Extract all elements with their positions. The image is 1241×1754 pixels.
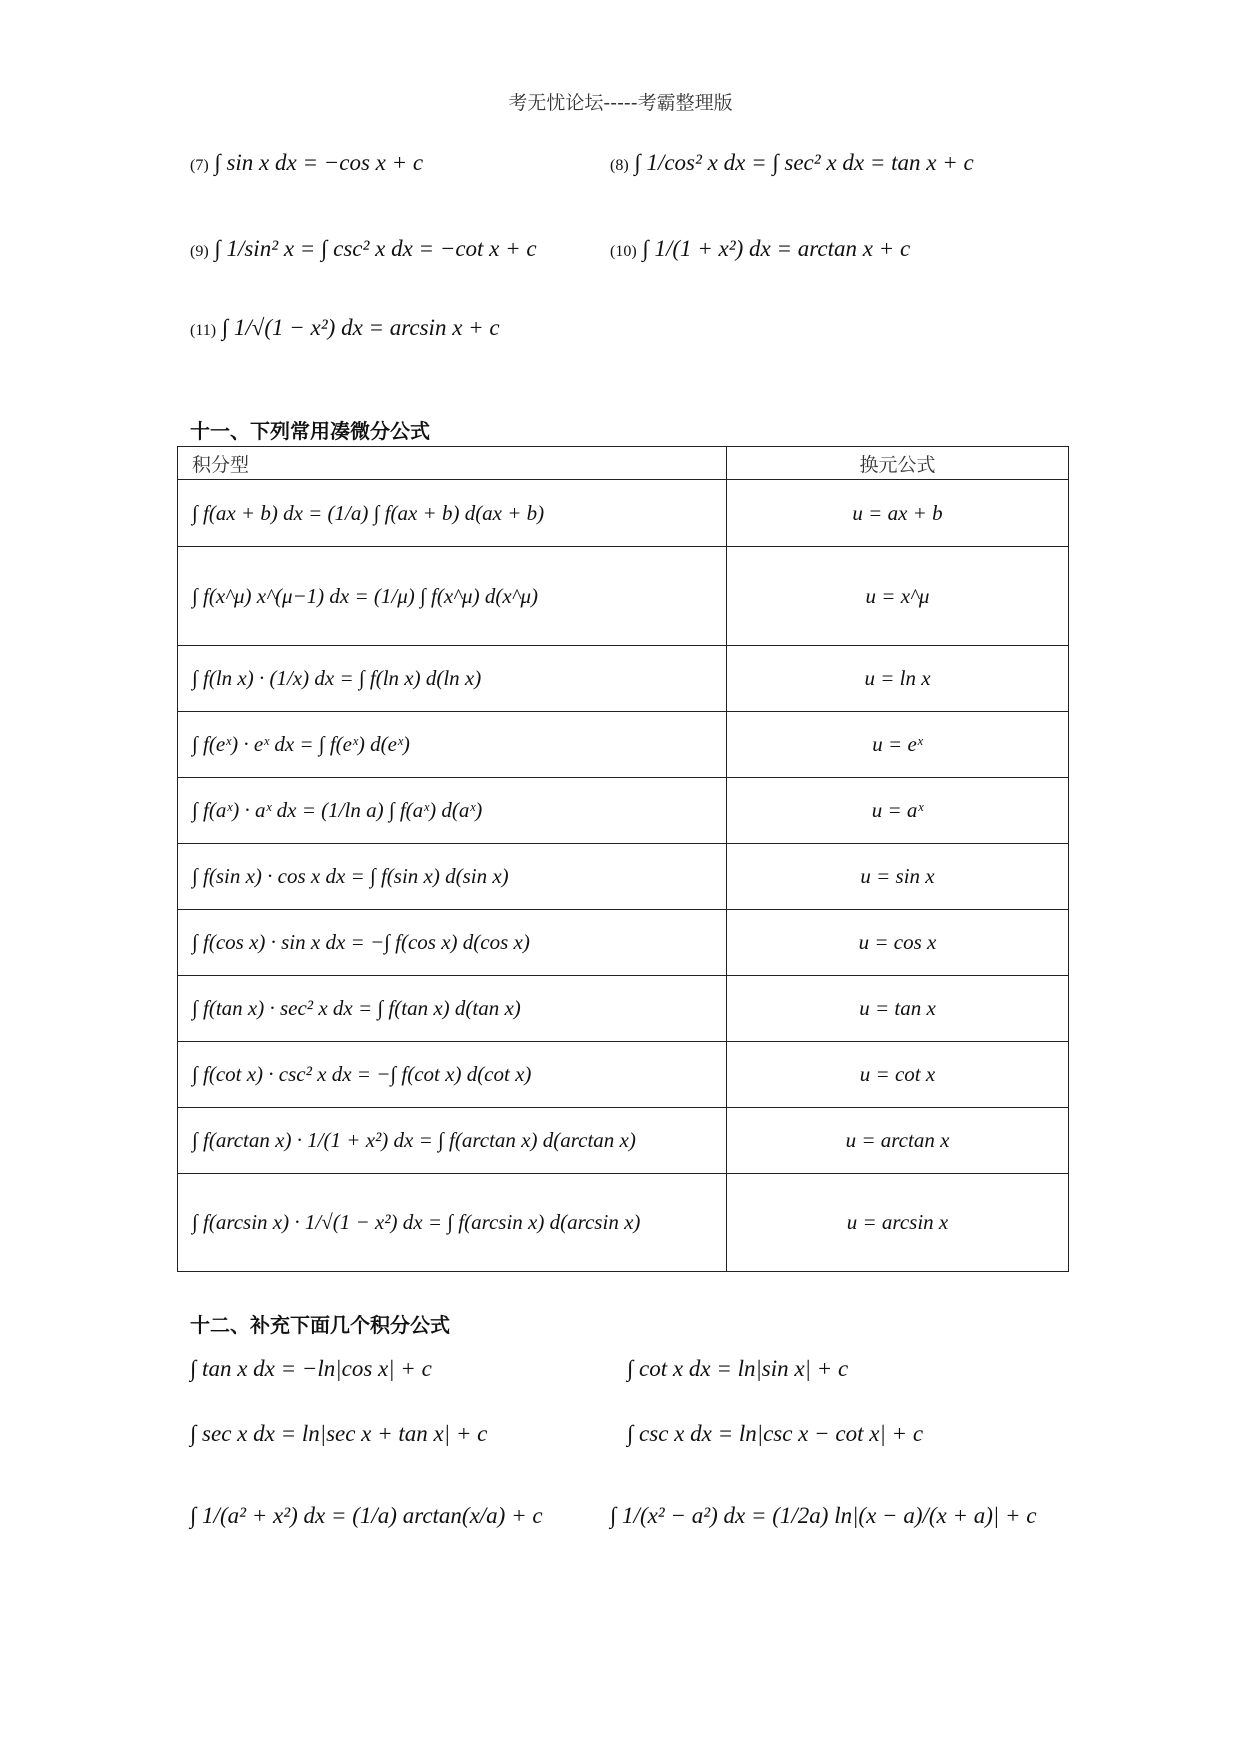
supplement-formula-sec: ∫ sec x dx = ln|sec x + tan x| + c — [190, 1421, 488, 1446]
substitution: u = cos x — [727, 910, 1069, 976]
column-header-substitution: 换元公式 — [727, 447, 1069, 480]
table-row — [178, 547, 1069, 646]
supplement-formula-cot: ∫ cot x dx = ln|sin x| + c — [627, 1356, 849, 1381]
table-header-row — [178, 447, 1069, 480]
formula-text: ∫ 1/cos² x dx = ∫ sec² x dx = tan x + c — [634, 150, 974, 175]
substitution-table — [177, 446, 1069, 1272]
formula-tag: (10) — [610, 243, 637, 260]
substitution: u = arcsin x — [727, 1174, 1069, 1272]
integral-form: ∫ f(arcsin x) · 1/√(1 − x²) dx = ∫ f(arcsin x) d(arcsin x) — [178, 1174, 727, 1272]
section-12-title: 十二、补充下面几个积分公式 — [190, 1313, 450, 1337]
formula-text: ∫ 1/√(1 − x²) dx = arcsin x + c — [221, 315, 500, 340]
integral-form: ∫ f(x^μ) x^(μ−1) dx = (1/μ) ∫ f(x^μ) d(x^μ) — [178, 547, 727, 646]
integral-form: ∫ f(cot x) · csc² x dx = −∫ f(cot x) d(cot x) — [178, 1042, 727, 1108]
substitution: u = x^μ — [727, 547, 1069, 646]
table-row — [178, 976, 1069, 1042]
formula-tag: (7) — [190, 157, 209, 174]
table-row — [178, 1108, 1069, 1174]
substitution: u = cot x — [727, 1042, 1069, 1108]
substitution: u = arctan x — [727, 1108, 1069, 1174]
substitution: u = aˣ — [727, 778, 1069, 844]
formula-tag: (9) — [190, 243, 209, 260]
substitution: u = tan x — [727, 976, 1069, 1042]
supplement-formula-arctan: ∫ 1/(a² + x²) dx = (1/a) arctan(x/a) + c — [190, 1503, 543, 1528]
formula-tag: (8) — [610, 157, 629, 174]
integral-form: ∫ f(eˣ) · eˣ dx = ∫ f(eˣ) d(eˣ) — [178, 712, 727, 778]
table-row — [178, 1174, 1069, 1272]
table-row — [178, 712, 1069, 778]
integral-form: ∫ f(aˣ) · aˣ dx = (1/ln a) ∫ f(aˣ) d(aˣ) — [178, 778, 727, 844]
integral-form: ∫ f(cos x) · sin x dx = −∫ f(cos x) d(cos x) — [178, 910, 727, 976]
formula-7 — [190, 150, 423, 176]
formula-8 — [610, 150, 974, 176]
integral-form: ∫ f(sin x) · cos x dx = ∫ f(sin x) d(sin x) — [178, 844, 727, 910]
integral-form: ∫ f(ax + b) dx = (1/a) ∫ f(ax + b) d(ax + b) — [178, 480, 727, 547]
formula-text: ∫ sin x dx = −cos x + c — [214, 150, 424, 175]
integral-form: ∫ f(ln x) · (1/x) dx = ∫ f(ln x) d(ln x) — [178, 646, 727, 712]
column-header-integral-type: 积分型 — [178, 447, 727, 480]
table-row — [178, 778, 1069, 844]
section-11-title: 十一、下列常用凑微分公式 — [190, 419, 430, 443]
supplement-formula-csc: ∫ csc x dx = ln|csc x − cot x| + c — [627, 1421, 924, 1446]
table-row — [178, 844, 1069, 910]
supplement-formula-tan: ∫ tan x dx = −ln|cos x| + c — [190, 1356, 432, 1381]
table-row — [178, 480, 1069, 547]
formula-10 — [610, 236, 910, 262]
substitution: u = ln x — [727, 646, 1069, 712]
table-row — [178, 646, 1069, 712]
formula-text: ∫ 1/(1 + x²) dx = arctan x + c — [642, 236, 911, 261]
table-row — [178, 1042, 1069, 1108]
integral-form: ∫ f(tan x) · sec² x dx = ∫ f(tan x) d(tan x) — [178, 976, 727, 1042]
formula-tag: (11) — [190, 322, 217, 339]
substitution: u = eˣ — [727, 712, 1069, 778]
formula-text: ∫ 1/sin² x = ∫ csc² x dx = −cot x + c — [214, 236, 537, 261]
table-row — [178, 910, 1069, 976]
page-header: 考无忧论坛-----考霸整理版 — [508, 92, 733, 114]
integral-form: ∫ f(arctan x) · 1/(1 + x²) dx = ∫ f(arctan x) d(arctan x) — [178, 1108, 727, 1174]
formula-11 — [190, 315, 500, 341]
supplement-formula-ln-ratio: ∫ 1/(x² − a²) dx = (1/2a) ln|(x − a)/(x + a)| + c — [610, 1503, 1037, 1528]
formula-9 — [190, 236, 537, 262]
substitution: u = sin x — [727, 844, 1069, 910]
substitution: u = ax + b — [727, 480, 1069, 547]
